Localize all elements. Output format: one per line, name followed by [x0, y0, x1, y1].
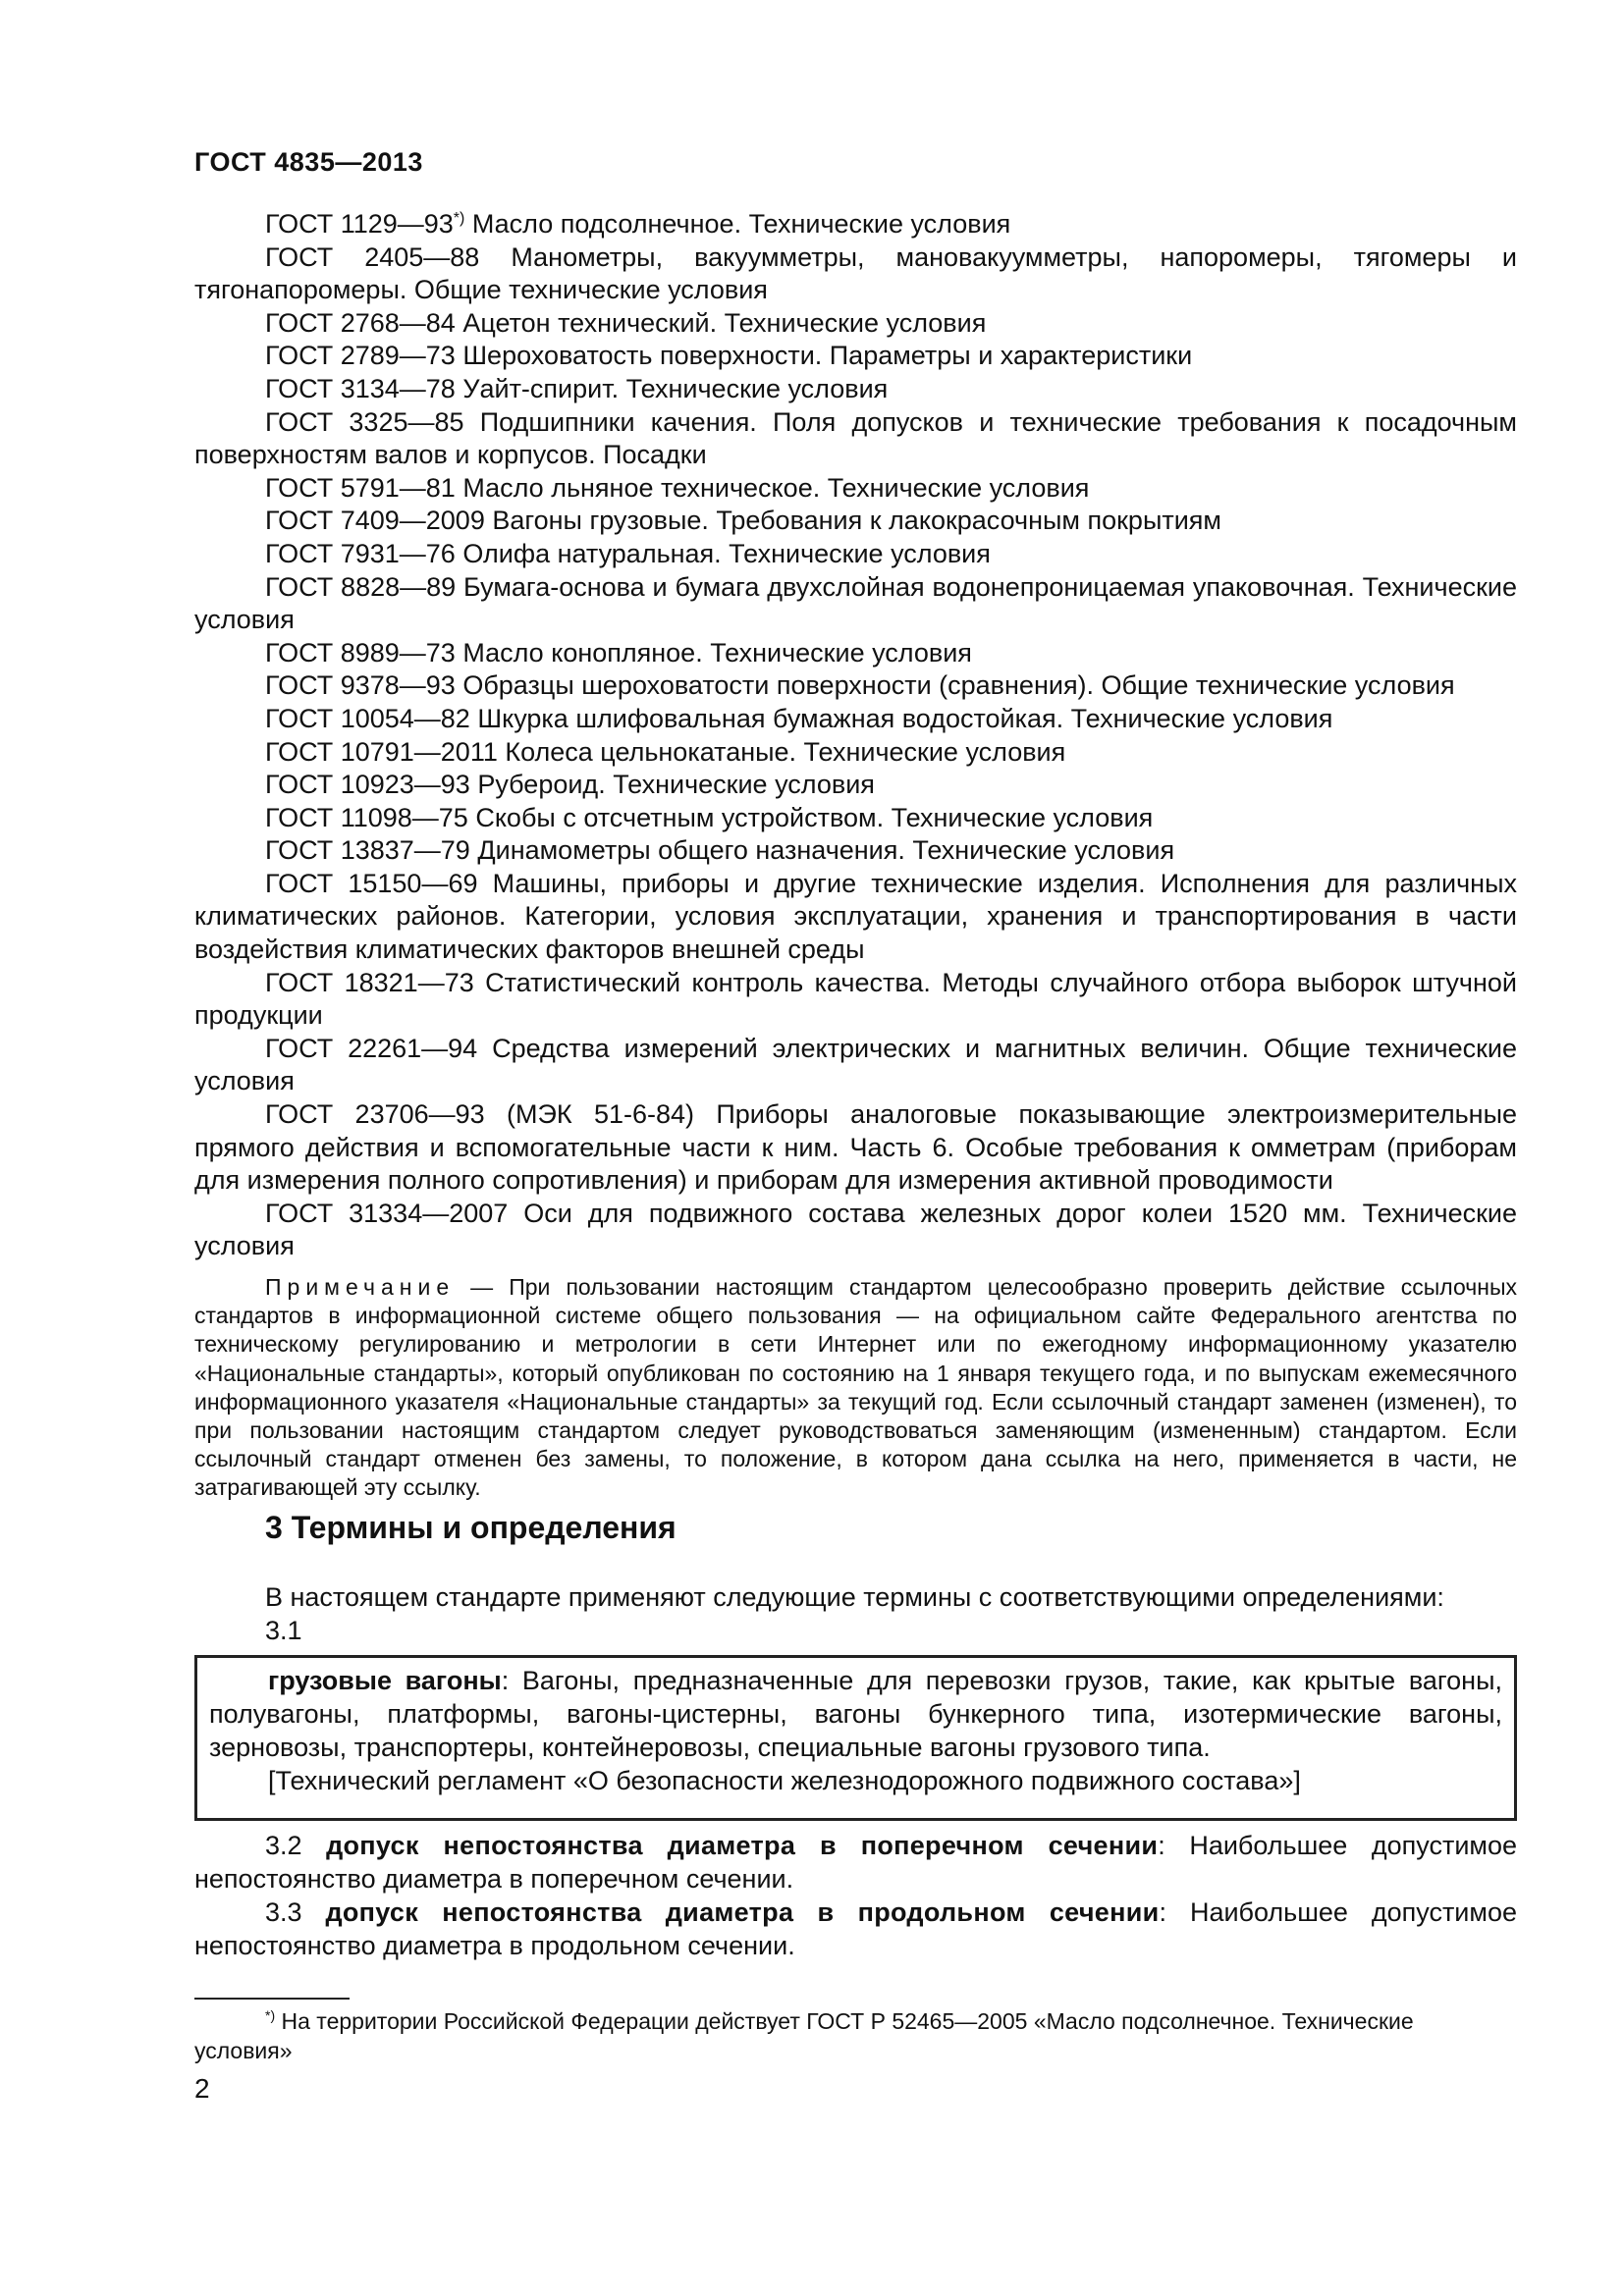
note-text: — При пользовании настоящим стандартом целесообразно проверить действие ссылочных стандартов в информационной системе общего пользования — на официальном сайте Федерального агентства по техническому регулированию и метрологии в сети Интернет или по ежегодному информационному указателю «Национальные стандарты», который опубликован по состоянию на 1 января текущего года, и по выпускам ежемесячного информационного указателя «Национальные стандарты» за текущий год. Если ссылочный стандарт заменен (изменен), то при пользовании настоящим стандартом следует руководствоваться заменяющим (измененным) стандартом. Если ссылочный стандарт отменен без замены, то положение, в котором дана ссылка на него, применяется в части, не затрагивающей эту ссылку.: [194, 1274, 1517, 1501]
normative-references-list: [194, 208, 1517, 1503]
reference-item: [194, 736, 1517, 770]
reference-title: Оси для подвижного состава железных дорог колеи 1520 мм. Технические условия: [194, 1198, 1517, 1261]
definition-text: : Вагоны, предназначенные для перевозки грузов, такие, как крытые вагоны, полувагоны, платформы, вагоны-цистерны, вагоны бункерного типа, изотермические вагоны, зерновозы, транспортеры, контейнеровозы, специальные вагоны грузового типа.: [209, 1666, 1502, 1762]
reference-code: ГОСТ 10923—93: [265, 770, 470, 800]
reference-code: ГОСТ 3325—85: [265, 406, 464, 437]
reference-code: ГОСТ 7931—76: [265, 538, 456, 568]
reference-item: [194, 967, 1517, 1033]
reference-title: Статистический контроль качества. Методы случайного отбора выборок штучной продукции: [194, 967, 1517, 1031]
intro-text: В настоящем стандарте применяют следующие термины с соответствующими определениями:: [265, 1582, 1444, 1612]
definition-text: : Наибольшее допустимое непостоянство диаметра в поперечном сечении.: [194, 1831, 1517, 1894]
reference-title: Шероховатость поверхности. Параметры и характеристики: [455, 341, 1193, 371]
reference-code: ГОСТ 7409—2009: [265, 506, 485, 536]
term-definition: [209, 1664, 1502, 1764]
term: допуск непостоянства диаметра в продольном сечении: [325, 1897, 1160, 1927]
reference-item: [194, 868, 1517, 967]
reference-title: Уайт-спирит. Технические условия: [455, 373, 889, 403]
reference-code: ГОСТ 22261—94: [265, 1033, 478, 1063]
footnote-mark: *): [453, 210, 465, 227]
reference-title: Вагоны грузовые. Требования к лакокрасочным покрытиям: [484, 506, 1221, 536]
reference-code: ГОСТ 23706—93: [265, 1099, 485, 1130]
reference-title: Шкурка шлифовальная бумажная водостойкая. Технические условия: [469, 703, 1333, 733]
reference-item: [194, 307, 1517, 341]
note-paragraph: [194, 1273, 1517, 1503]
reference-title: Подшипники качения. Поля допусков и технические требования к посадочным поверхностям валов и корпусов. Посадки: [194, 406, 1517, 470]
reference-code: ГОСТ 31334—2007: [265, 1198, 509, 1228]
reference-title: Олифа натуральная. Технические условия: [455, 538, 991, 568]
term: допуск непостоянства диаметра в поперечном сечении: [326, 1831, 1159, 1860]
reference-item: [194, 834, 1517, 868]
reference-item: [194, 406, 1517, 472]
footnote: [194, 2006, 1517, 2065]
term-definition-box: [194, 1655, 1517, 1821]
reference-item: [194, 637, 1517, 670]
reference-item: [194, 1098, 1517, 1198]
definition-text: : Наибольшее допустимое непостоянство диаметра в продольном сечении.: [194, 1897, 1517, 1960]
footnote-mark: *): [265, 2007, 276, 2023]
reference-title: Рубероид. Технические условия: [469, 770, 875, 800]
reference-title: Образцы шероховатости поверхности (сравнения). Общие технические условия: [455, 670, 1455, 701]
reference-code: ГОСТ 10791—2011: [265, 736, 498, 767]
reference-item: [194, 802, 1517, 835]
term-source: [Технический регламент «О безопасности железнодорожного подвижного состава»]: [268, 1766, 1301, 1795]
reference-code: ГОСТ 5791—81: [265, 472, 456, 503]
reference-code: ГОСТ 2789—73: [265, 341, 456, 371]
reference-item: [194, 571, 1517, 637]
reference-title: Ацетон технический. Технические условия: [455, 307, 987, 338]
reference-title: Средства измерений электрических и магнитных величин. Общие технические условия: [194, 1033, 1517, 1096]
reference-item: [194, 538, 1517, 571]
document-header: ГОСТ 4835—2013: [194, 147, 423, 177]
footnote-text: На территории Российской Федерации действует ГОСТ Р 52465—2005 «Масло подсолнечное. Технические условия»: [194, 2008, 1414, 2063]
term-definition: [194, 1896, 1517, 1962]
reference-code: ГОСТ 1129—93: [265, 209, 454, 239]
reference-item: [194, 769, 1517, 802]
footnote-divider: [194, 1998, 350, 2000]
reference-title: Масло льняное техническое. Технические условия: [455, 472, 1090, 503]
reference-code: ГОСТ 9378—93: [265, 670, 456, 701]
term-number: 3.3: [265, 1897, 326, 1927]
reference-title: Масло подсолнечное. Технические условия: [464, 209, 1011, 239]
reference-code: ГОСТ 18321—73: [265, 967, 474, 997]
section-intro: [265, 1580, 1517, 1647]
reference-item: [194, 1198, 1517, 1263]
reference-item: [194, 669, 1517, 703]
reference-item: [194, 1033, 1517, 1098]
reference-item: [194, 208, 1517, 241]
reference-title: Манометры, вакуумметры, мановакуумметры, напоромеры, тягомеры и тягонапоромеры. Общие технические условия: [194, 241, 1517, 305]
page-number: 2: [194, 2073, 210, 2104]
reference-code: ГОСТ 13837—79: [265, 835, 470, 866]
note-label: Примечание: [265, 1274, 456, 1300]
reference-title: Масло конопляное. Технические условия: [455, 637, 972, 667]
reference-title: Машины, приборы и другие технические изделия. Исполнения для различных климатических районов. Категории, условия эксплуатации, хранения и транспортирования в части воздействия климатических факторов внешней среды: [194, 868, 1517, 965]
reference-title: Бумага-основа и бумага двухслойная водонепроницаемая упаковочная. Технические условия: [194, 571, 1517, 635]
reference-code: ГОСТ 2768—84: [265, 307, 456, 338]
reference-code: ГОСТ 15150—69: [265, 868, 478, 898]
reference-item: [194, 373, 1517, 406]
term-number: 3.2: [265, 1831, 327, 1860]
reference-code: ГОСТ 3134—78: [265, 373, 456, 403]
term: грузовые вагоны: [268, 1666, 502, 1695]
reference-code: ГОСТ 11098—75: [265, 802, 468, 832]
reference-item: [194, 340, 1517, 373]
reference-item: [194, 505, 1517, 538]
reference-code: ГОСТ 8828—89: [265, 571, 457, 602]
reference-title: Колеса цельнокатаные. Технические условия: [497, 736, 1066, 767]
reference-item: [194, 241, 1517, 307]
reference-code: ГОСТ 8989—73: [265, 637, 456, 667]
reference-code: ГОСТ 2405—88: [265, 241, 480, 272]
term-number: 3.1: [265, 1616, 302, 1645]
section-title: 3 Термины и определения: [265, 1510, 677, 1545]
reference-code: ГОСТ 10054—82: [265, 703, 470, 733]
reference-item: [194, 703, 1517, 736]
reference-title: Скобы с отсчетным устройством. Технические условия: [467, 802, 1154, 832]
reference-title: Динамометры общего назначения. Технические условия: [469, 835, 1175, 866]
reference-title: (МЭК 51-6-84) Приборы аналоговые показывающие электроизмерительные прямого действия и вспомогательные части к ним. Часть 6. Особые требования к омметрам (приборам для измерения полного сопротивления) и приборам для измерения активной проводимости: [194, 1099, 1517, 1196]
term-definition: [194, 1829, 1517, 1896]
reference-item: [194, 472, 1517, 506]
